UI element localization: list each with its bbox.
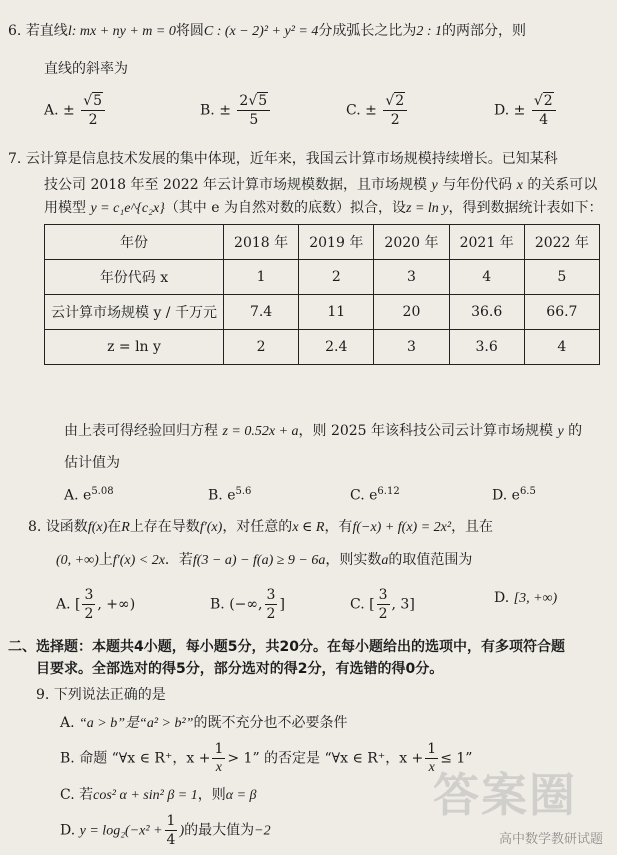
var-y: y	[557, 424, 564, 439]
q6-circle-eq: C : (x − 2)² + y² = 4	[203, 24, 319, 39]
denominator: 5	[249, 112, 259, 128]
bracket: [	[75, 596, 81, 613]
q7-option-b	[208, 486, 251, 504]
option-text: ≤ 1”	[440, 750, 473, 767]
option-math: “a > b”是“a² > b²”	[79, 716, 194, 731]
table-cell: 66.7	[524, 295, 599, 330]
denominator: 2	[390, 112, 400, 128]
q7-after-line2: 估计值为	[64, 455, 120, 471]
denominator: x	[428, 760, 435, 775]
q7-option-c	[350, 486, 400, 504]
q7-option-d	[492, 486, 536, 504]
base-e: e	[511, 487, 520, 504]
fraction: $\frac{√2}{4}$	[532, 92, 556, 129]
plus-minus: ±	[63, 102, 75, 119]
option-math: α = β	[225, 788, 257, 803]
q7-number: 7.	[8, 151, 22, 167]
table-row-header: 年份	[45, 225, 224, 260]
q7-text: 与年份代码	[442, 177, 513, 193]
interval: [3, +∞)	[513, 591, 558, 606]
option-label: B.	[200, 102, 215, 119]
derivative-ineq: f′(x) < 2x	[112, 553, 165, 568]
option-text: 命题 “∀x ∈ R⁺，x +	[79, 750, 211, 767]
table-row	[45, 260, 600, 295]
numerator: 1	[214, 741, 224, 757]
numerator: 5	[93, 93, 103, 109]
option-text: 若	[79, 787, 94, 803]
option-label: D.	[494, 590, 510, 606]
option-label: C.	[350, 487, 365, 504]
table-row	[45, 295, 600, 330]
q8-text: ，对任意的	[222, 519, 293, 535]
table-cell: 3.6	[449, 330, 524, 365]
interval: (0, +∞)	[56, 553, 99, 568]
q7-text: 技公司 2018 年至 2022 年云计算市场规模数据，且市场规模	[44, 177, 428, 193]
plus-minus: ±	[513, 102, 526, 119]
q7-option-a	[64, 486, 114, 504]
option-label: A.	[60, 715, 75, 731]
option-label: C.	[346, 102, 361, 119]
option-label: A.	[44, 102, 59, 119]
q8-text: ，且在	[451, 519, 494, 535]
option-text: 的既不充分也不必要条件	[193, 715, 348, 731]
option-label: A.	[64, 487, 79, 504]
table-cell: 11	[299, 295, 374, 330]
denominator: 2	[88, 112, 98, 128]
exponent: 6.5	[519, 486, 536, 497]
fraction: $\frac{√2}{2}$	[383, 92, 407, 129]
q6-line-l: l	[67, 24, 72, 39]
set-r: R	[121, 520, 130, 535]
q6-text: 分成弧长之比为	[318, 23, 417, 39]
q6-number: 6.	[8, 23, 22, 39]
q7-stem-line1	[8, 150, 558, 168]
exponent: 5.08	[91, 486, 114, 497]
table-cell: 2	[224, 330, 299, 365]
fraction	[377, 586, 390, 623]
q6-option-d	[494, 92, 558, 129]
table-cell: 3	[374, 260, 449, 295]
option-label: C.	[350, 596, 365, 613]
fraction	[82, 586, 95, 623]
q8-text: ，有	[324, 519, 353, 535]
base-e: e	[227, 487, 236, 504]
q9-option-b	[60, 740, 472, 777]
regression-eq: z = 0.52x + a	[222, 424, 299, 439]
table-cell: 2.4	[299, 330, 374, 365]
numerator: 2	[543, 93, 553, 109]
option-text: > 1” 的否定是 “∀x ∈ R⁺，x +	[227, 750, 424, 767]
plus-minus: ±	[219, 102, 231, 119]
table-cell: 4	[524, 330, 599, 365]
numerator: 5	[258, 93, 268, 109]
q6-line-eq: : mx + ny + m = 0	[71, 24, 176, 39]
q8-option-b	[210, 586, 285, 623]
table-row-header: 云计算市场规模 y / 千万元	[45, 295, 224, 330]
q8-text: 的取值范围为	[388, 552, 473, 568]
q7-stem-line2	[44, 176, 597, 195]
bracket: [	[369, 596, 375, 613]
table-row	[45, 225, 600, 260]
q6-option-b	[200, 92, 272, 129]
table-cell: 20	[374, 295, 449, 330]
q7-text: 的关系可以	[527, 177, 598, 193]
table-cell: 2	[299, 260, 374, 295]
table-row-header: z = ln y	[45, 330, 224, 365]
denominator: x	[215, 760, 222, 775]
fraction	[165, 812, 178, 849]
section-2-header-line2: 目要求。全部选对的得5分，部分选对的得2分，有选错的得0分。	[36, 661, 444, 677]
q6-option-a	[44, 92, 107, 129]
table-row-header: 年份代码 x	[45, 260, 224, 295]
q6-text: 若直线	[25, 23, 68, 39]
table-cell: 5	[524, 260, 599, 295]
q8-option-d	[494, 590, 557, 607]
q7-text: 用模型	[44, 200, 86, 216]
q8-text: 设函数	[45, 519, 88, 535]
table-cell: 2022 年	[524, 225, 599, 260]
denominator: 4	[166, 832, 176, 848]
q7-text: 云计算是信息技术发展的集中体现，近年来，我国云计算市场规模持续增长。已知某科	[25, 151, 558, 167]
table-cell: 2020 年	[374, 225, 449, 260]
option-label: B.	[210, 596, 225, 613]
option-text: ，则	[197, 787, 226, 803]
inequality: f(3 − a) − f(a) ≥ 9 − 6a	[192, 553, 326, 568]
denominator: 2	[378, 606, 388, 622]
option-math: )	[179, 823, 185, 839]
exponent: 5.6	[235, 486, 252, 497]
table-cell: 4	[449, 260, 524, 295]
q8-option-a	[56, 586, 135, 623]
option-label: D.	[494, 102, 510, 119]
numerator: 3	[378, 587, 388, 603]
option-label: D.	[60, 822, 76, 839]
q8-text: ，则实数	[325, 552, 382, 568]
var-y: y	[431, 178, 438, 193]
q7-stem-line3	[44, 199, 603, 218]
q9-text: 下列说法正确的是	[53, 687, 166, 703]
q7-text: ，则 2025 年该科技公司云计算市场规模	[298, 423, 554, 439]
fraction	[212, 740, 225, 777]
table-cell: 36.6	[449, 295, 524, 330]
q8-stem-line1	[28, 518, 493, 537]
bracket: , +∞)	[97, 596, 136, 613]
x-in-r: x ∈ R	[292, 520, 325, 535]
coef: 2	[239, 93, 249, 109]
table-cell: 2021 年	[449, 225, 524, 260]
denominator: 2	[266, 606, 276, 622]
q8-text: 在	[107, 519, 122, 535]
functional-eq: f(−x) + f(x) = 2x²	[352, 520, 452, 535]
fraction	[265, 586, 278, 623]
q6-stem-line2: 直线的斜率为	[44, 61, 128, 77]
numerator: 1	[166, 813, 176, 829]
fraction: $\frac{2√5}{5}$	[237, 92, 270, 129]
numerator: 3	[84, 587, 94, 603]
var-a: a	[381, 553, 389, 568]
fraction: $\frac{√5}{2}$	[81, 92, 105, 129]
section-2-header-line1	[8, 638, 565, 656]
var-x: x	[516, 178, 523, 193]
q9-option-d	[60, 812, 271, 849]
watermark-source: 高中数学教研试题	[498, 832, 603, 847]
base-e: e	[369, 487, 378, 504]
q8-text: 上存在导数	[129, 519, 200, 535]
table-cell: 1	[224, 260, 299, 295]
exponent: 6.12	[377, 486, 400, 497]
bracket: (−∞,	[229, 596, 263, 613]
table-cell: 2019 年	[299, 225, 374, 260]
table-cell: 3	[374, 330, 449, 365]
option-label: B.	[208, 487, 223, 504]
q6-text: 将圆	[175, 23, 204, 39]
denominator: 2	[84, 606, 94, 622]
q7-text: 由上表可得经验回归方程	[64, 423, 218, 439]
q7-after-line1	[64, 422, 582, 441]
numerator: 3	[266, 587, 276, 603]
section-instructions: 本题共4小题，每小题5分，共20分。在每小题给出的选项中，有多项符合题	[92, 639, 565, 655]
q6-stem-line1	[8, 22, 526, 41]
table-row	[45, 330, 600, 365]
numerator: 2	[395, 93, 405, 109]
numerator: 1	[427, 741, 437, 757]
q7-text: ，得到数据统计表如下：	[448, 200, 603, 216]
q9-option-a	[60, 712, 347, 732]
option-label: D.	[492, 487, 508, 504]
watermark-logo: 答案圈	[433, 768, 577, 822]
section-title: 二、选择题：	[8, 639, 92, 655]
option-math: −2	[254, 823, 271, 839]
q9-number: 9.	[36, 687, 50, 703]
q8-text: ．若	[164, 552, 193, 568]
base-e: e	[83, 487, 92, 504]
table-cell: 7.4	[224, 295, 299, 330]
option-math: y = log₂(−x² +	[79, 823, 163, 839]
q6-ratio: 2 : 1	[416, 24, 443, 39]
q8-stem-line2	[56, 551, 472, 570]
option-label: C.	[60, 787, 75, 803]
bracket: ]	[279, 596, 285, 613]
q9-stem	[36, 686, 166, 704]
q7-text: 的	[568, 423, 583, 439]
option-label: A.	[56, 596, 71, 613]
option-text: 的最大值为	[184, 822, 255, 839]
model-formula: y = c₁e^{c₂x}	[90, 201, 165, 216]
table-cell: 2018 年	[224, 225, 299, 260]
bracket: , 3]	[391, 596, 415, 613]
option-label: B.	[60, 750, 75, 767]
fx: f(x)	[87, 520, 108, 535]
q8-option-c	[350, 586, 415, 623]
z-def: z = ln y	[406, 201, 449, 216]
q6-text: 的两部分，则	[442, 23, 527, 39]
q8-text: 上	[98, 552, 113, 568]
q7-text: （其中 e 为自然对数的底数）拟合，设	[164, 200, 406, 216]
fprime: f′(x)	[199, 520, 223, 535]
q9-option-c	[60, 784, 257, 804]
denominator: 4	[539, 112, 549, 128]
q6-option-c	[346, 92, 409, 129]
q8-number: 8.	[28, 519, 42, 535]
data-table	[44, 224, 600, 365]
plus-minus: ±	[365, 102, 377, 119]
option-math: cos² α + sin² β = 1	[93, 788, 198, 803]
